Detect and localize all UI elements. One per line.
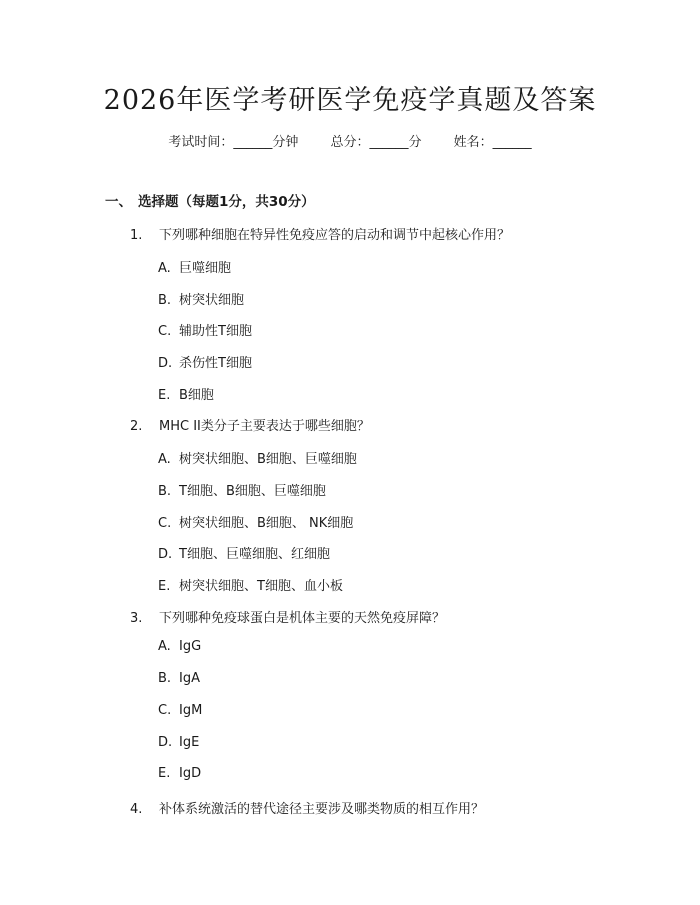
- option-letter: D.: [158, 547, 173, 562]
- exam-time-field: 考试时间：______分钟: [168, 135, 299, 150]
- option-letter: E.: [158, 766, 171, 781]
- question-1-option-d: [158, 352, 252, 371]
- section-number: 一、: [105, 194, 132, 210]
- exam-meta-line: [0, 131, 700, 150]
- question-number: 4.: [130, 802, 143, 817]
- option-letter: D.: [158, 356, 173, 371]
- question-1: [130, 224, 510, 243]
- question-text: MHC II类分子主要表达于哪些细胞？: [159, 419, 370, 434]
- question-2-option-d: [158, 543, 330, 562]
- option-letter: C.: [158, 324, 172, 339]
- question-1-option-a: [158, 257, 231, 276]
- option-text: IgM: [179, 703, 203, 718]
- question-4: [130, 798, 484, 817]
- option-letter: C.: [158, 516, 172, 531]
- option-letter: C.: [158, 703, 172, 718]
- question-3: [130, 607, 445, 626]
- question-number: 1.: [130, 228, 143, 243]
- question-3-option-d: [158, 735, 199, 750]
- question-2-option-b: [158, 480, 326, 499]
- option-letter: D.: [158, 735, 173, 750]
- option-text: IgD: [179, 766, 202, 781]
- option-text: 树突状细胞、T细胞、血小板: [179, 579, 343, 594]
- option-text: 辅助性T细胞: [179, 324, 252, 339]
- total-score-field: 总分：______分: [330, 135, 422, 150]
- option-text: 杀伤性T细胞: [179, 356, 252, 371]
- name-field: 姓名：______: [453, 135, 532, 150]
- option-text: T细胞、巨噬细胞、红细胞: [179, 547, 330, 562]
- option-text: 树突状细胞、B细胞、巨噬细胞: [179, 452, 357, 467]
- question-3-option-a: [158, 639, 201, 654]
- question-3-option-b: [158, 671, 200, 686]
- option-text: 巨噬细胞: [179, 261, 232, 276]
- question-text: 下列哪种细胞在特异性免疫应答的启动和调节中起核心作用？: [159, 228, 511, 243]
- option-text: T细胞、B细胞、巨噬细胞: [179, 484, 326, 499]
- question-2-option-a: [158, 448, 357, 467]
- question-2-option-e: [158, 575, 343, 594]
- question-1-option-b: [158, 289, 244, 308]
- option-letter: A.: [158, 452, 171, 467]
- option-text: 树突状细胞: [179, 293, 245, 308]
- option-letter: B.: [158, 293, 172, 308]
- option-letter: E.: [158, 579, 171, 594]
- document-title: 2026年医学考研医学免疫学真题及答案: [103, 85, 597, 116]
- question-2: [130, 415, 370, 434]
- question-number: 2.: [130, 419, 143, 434]
- option-text: IgA: [179, 671, 200, 686]
- question-1-option-c: [158, 320, 252, 339]
- option-letter: E.: [158, 388, 171, 403]
- option-text: IgE: [179, 735, 200, 750]
- option-letter: A.: [158, 261, 171, 276]
- option-text: IgG: [179, 639, 202, 654]
- option-text: B细胞: [179, 388, 214, 403]
- question-number: 3.: [130, 611, 143, 626]
- question-2-option-c: [158, 512, 353, 531]
- question-3-option-c: [158, 703, 202, 718]
- option-text: 树突状细胞、B细胞、 NK细胞: [179, 516, 354, 531]
- question-3-option-e: [158, 766, 201, 781]
- question-text: 下列哪种免疫球蛋白是机体主要的天然免疫屏障？: [159, 611, 446, 626]
- question-1-option-e: [158, 384, 214, 403]
- question-text: 补体系统激活的替代途径主要涉及哪类物质的相互作用？: [159, 802, 485, 817]
- section-label: 选择题（每题1分，共30分）: [138, 194, 315, 210]
- section-heading: [105, 190, 315, 210]
- option-letter: A.: [158, 639, 171, 654]
- option-letter: B.: [158, 671, 172, 686]
- option-letter: B.: [158, 484, 172, 499]
